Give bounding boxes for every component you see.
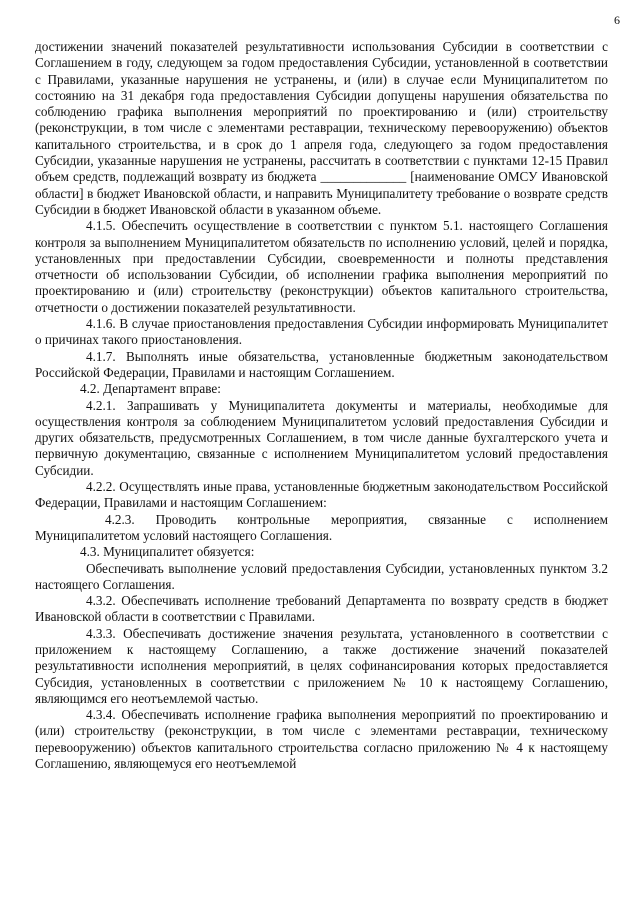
paragraph-4-2-1: 4.2.1. Запрашивать у Муниципалитета документы и материалы, необходимые для осуществления контроля за соблюдением Муниципалитетом условий предоставления Субсидии и других обязательств, предусмотренных Соглашением, в том числе данные бухгалтерского учета и первичную документацию, связанные с исполнением Муниципалитетом условий предоставления Субсидии. — [35, 397, 608, 478]
paragraph-4-3-4: 4.3.4. Обеспечивать исполнение графика выполнения мероприятий по проектированию и (или) строительству (реконструкции, в том числе с элементами реставрации, техническому перевооружению) объектов капитального строительства согласно приложению № 4 к настоящему Соглашению, являющемуся его неотъемлемой — [35, 707, 608, 772]
paragraph-4-3-2: 4.3.2. Обеспечивать исполнение требований Департамента по возврату средств в бюджет Ивановской области в соответствии с Правилами. — [35, 593, 608, 625]
paragraph-4-2-2: 4.2.2. Осуществлять иные права, установленные бюджетным законодательством Российской Федерации, Правилами и настоящим Соглашением: — [35, 479, 608, 511]
paragraph-4-1-7: 4.1.7. Выполнять иные обязательства, установленные бюджетным законодательством Российской Федерации, Правилами и настоящим Соглашением. — [35, 348, 608, 380]
document-body — [35, 39, 608, 772]
paragraph-continuation: достижении значений показателей результативности использования Субсидии в соответствии с Соглашением в году, следующем за годом предоставления Субсидии, установленной в соответствии с Правилами, указанные нарушения не устранены, и (или) в случае если Муниципалитетом по состоянию на 31 декабря года предоставления Субсидии допущены нарушения обязательства по соблюдению графика выполнения мероприятий по проектированию и (или) строительству (реконструкции, в том числе с элементами реставрации, техническому перевооружению) объектов капитального строительства, и в срок до 1 апреля года, следующего за годом предоставления Субсидии, указанные нарушения не устранены, рассчитать в соответствии с пунктами 12-15 Правил объем средств, подлежащий возврату из бюджета _____________ [наименование ОМСУ Ивановской области] в бюджет Ивановской области, и направить Муниципалитету требование о возврате средств Субсидии в бюджет Ивановской области в указанном объеме. — [35, 39, 608, 217]
paragraph-4-2: 4.2. Департамент вправе: — [80, 381, 221, 397]
page-number: 6 — [614, 13, 620, 27]
paragraph-4-1-5: 4.1.5. Обеспечить осуществление в соответствии с пунктом 5.1. настоящего Соглашения контроля за выполнением Муниципалитетом обязательств по исполнению условий, целей и порядка, установленных при предоставлении Субсидии, своевременности и полноты представления отчетности об использовании Субсидии, об исполнении графика выполнения мероприятий по проектированию и (или) строительству (реконструкции) объектов капитального строительства, отчетности о достижении показателей результативности. — [35, 218, 608, 315]
paragraph-4-1-6: 4.1.6. В случае приостановления предоставления Субсидии информировать Муниципалитет о причинах такого приостановления. — [35, 316, 608, 348]
paragraph-4-3-3: 4.3.3. Обеспечивать достижение значения результата, установленного в соответствии с приложением к настоящему Соглашению, а также достижение значений показателей результативности исполнения мероприятий, в целях софинансирования которых предоставляется Субсидия, установленных в соответствии с приложением № 10 к настоящему Соглашению, являющимся его неотъемлемой частью. — [35, 625, 608, 706]
paragraph-4-3: 4.3. Муниципалитет обязуется: — [80, 544, 255, 560]
paragraph-4-3-1: Обеспечивать выполнение условий предоставления Субсидии, установленных пунктом 3.2 настоящего Соглашения. — [35, 560, 608, 592]
paragraph-4-2-3: 4.2.3. Проводить контрольные мероприятия, связанные с исполнением Муниципалитетом условий настоящего Соглашения. — [35, 511, 608, 543]
